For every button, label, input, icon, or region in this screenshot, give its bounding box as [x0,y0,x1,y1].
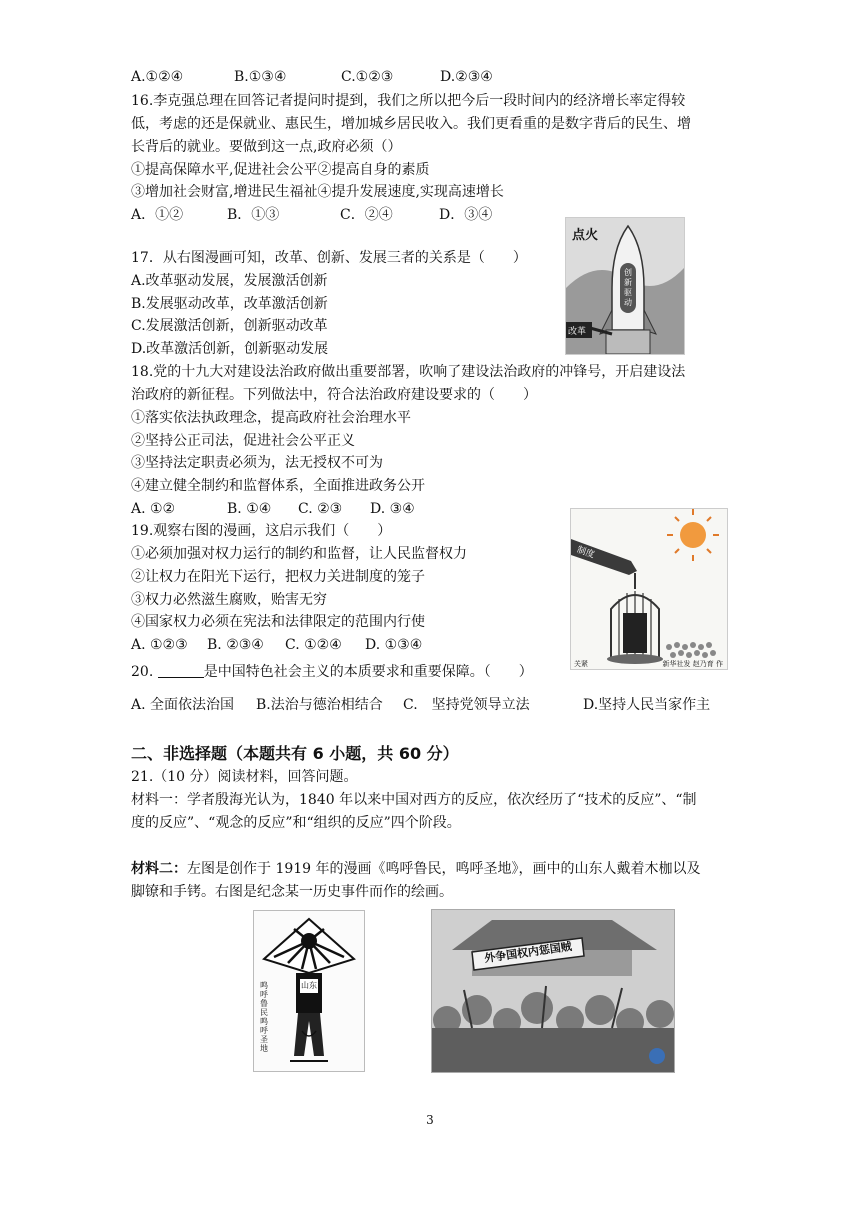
q21-material2-line-1 [131,858,701,880]
cage-illustration [571,509,727,669]
q20-option-c: C. 坚持党领导立法 [403,697,530,713]
section-2-heading: 二、非选择题（本题共有 6 小题，共 60 分） [131,744,459,763]
q20-options [131,694,710,716]
q16-item-line-2: ③增加社会财富,增进民生福祉④提升发展速度,实现高速增长 [131,184,504,200]
q19-option-c: C. ①②④ [285,637,342,653]
q18-option-c: C. ②③ [298,501,343,517]
q17-stem: 17．从右图漫画可知，改革、创新、发展三者的关系是（ ） [131,250,527,266]
q16-option-d: D．③④ [439,207,493,223]
q20-option-a: A. 全面依法治国 [131,697,235,713]
q21-material1-line-1: 材料一：学者殷海光认为，1840 年以来中国对西方的反应，依次经历了“技术的反应”、“制 [131,792,697,808]
q19-item-2: ②让权力在阳光下运行，把权力关进制度的笼子 [131,569,425,585]
q18-options [131,498,415,520]
q17-option-c: C.发展激活创新，创新驱动改革 [131,318,328,334]
q18-item-3: ③坚持法定职责必须为，法无授权不可为 [131,455,383,471]
q16-option-a: A．①② [131,207,184,223]
q18-option-a: A. ①② [131,501,176,517]
q19-cage-cartoon [570,508,728,670]
q19-stem: 19.观察右图的漫画，这启示我们（ ） [131,523,392,539]
q16-option-c: C．②④ [340,207,393,223]
q17-rocket-label: 创新驱动 [624,268,632,307]
q20-stem-text: 是中国特色社会主义的本质要求和重要保障。（ ） [203,664,533,680]
q20-number: 20. [131,664,154,680]
q19-caption-left: 关紧 [574,660,588,668]
q16-option-b: B．①③ [227,207,280,223]
q16-stem-line-3: 长背后的就业。要做到这一点,政府必须（） [131,139,402,155]
page-number: 3 [426,1113,434,1127]
q16-stem-line-2: 低，考虑的还是保就业、惠民生，增加城乡居民收入。我们更看重的是数字背后的民生、增 [131,116,691,132]
q21-right-painting [431,909,675,1073]
q19-item-3: ③权力必然滋生腐败，贻害无穷 [131,592,327,608]
q21-left-cartoon [253,910,365,1072]
q15-option-d: D.②③④ [440,69,493,85]
q17-option-a: A.改革驱动发展，发展激活创新 [131,273,328,289]
q17-hand-label: 改革 [568,327,587,337]
q19-hand-label: 制度 [575,545,596,561]
q18-option-b: B. ①④ [227,501,272,517]
q21-left-side-text: 鸣呼鲁民鸣呼圣地 [260,981,268,1053]
q16-item-line-1: ①提高保障水平,促进社会公平②提高自身的素质 [131,162,430,178]
q19-caption-right: 新华社发 赵乃育 作 [662,660,723,668]
q21-material2-text-1: 左图是创作于 1919 年的漫画《鸣呼鲁民，鸣呼圣地》，画中的山东人戴着木枷以及 [187,861,701,877]
q21-material2-label: 材料二： [131,861,187,877]
q18-item-2: ②坚持公正司法，促进社会公平正义 [131,433,355,449]
q20-option-b: B.法治与德治相结合 [256,697,383,713]
q15-option-c: C.①②③ [341,69,394,85]
q21-material1-line-2: 度的反应”、“观念的反应”和“组织的反应”四个阶段。 [131,815,461,831]
q17-option-d: D.改革激活创新，创新驱动发展 [131,341,329,357]
q20-stem [131,661,533,683]
q19-option-d: D. ①③④ [365,637,423,653]
q20-blank [158,663,204,678]
q19-item-4: ④国家权力必须在宪法和法律限定的范围内行使 [131,614,425,630]
q17-cartoon-title: 点火 [572,228,599,243]
q19-option-b: B. ②③④ [207,637,264,653]
q16-stem-line-1: 16.李克强总理在回答记者提问时提到，我们之所以把今后一段时间内的经济增长率定得较 [131,93,686,109]
q18-stem-line-2: 治政府的新征程。下列做法中，符合法治政府建设要求的（ ） [131,387,537,403]
q15-option-a: A.①②④ [131,69,184,85]
q19-item-1: ①必须加强对权力运行的制约和监督，让人民监督权力 [131,546,467,562]
q16-options [131,204,492,226]
q15-option-b: B.①③④ [234,69,287,85]
may-fourth-illustration [432,910,674,1072]
q19-option-a: A. ①②③ [131,637,188,653]
q18-option-d: D. ③④ [370,501,415,517]
q21-material2-line-2: 脚镣和手铐。右图是纪念某一历史事件而作的绘画。 [131,884,453,900]
q15-options [131,66,493,88]
q21-left-body-text: 山东 [301,981,317,990]
q17-option-b: B.发展驱动改革，改革激活创新 [131,296,328,312]
shandong-man-illustration [254,911,364,1071]
q17-rocket-cartoon [565,217,685,355]
q18-item-1: ①落实依法执政理念，提高政府社会治理水平 [131,410,411,426]
q18-item-4: ④建立健全制约和监督体系，全面推进政务公开 [131,478,425,494]
q21-right-banner-text: 外争国权内惩国贼 [483,939,573,966]
q18-stem-line-1: 18.党的十九大对建设法治政府做出重要部署，吹响了建设法治政府的冲锋号，开启建设法 [131,364,686,380]
q21-stem: 21.（10 分）阅读材料，回答问题。 [131,769,358,785]
q20-option-d: D.坚持人民当家作主 [583,697,711,713]
q19-options [131,634,422,656]
